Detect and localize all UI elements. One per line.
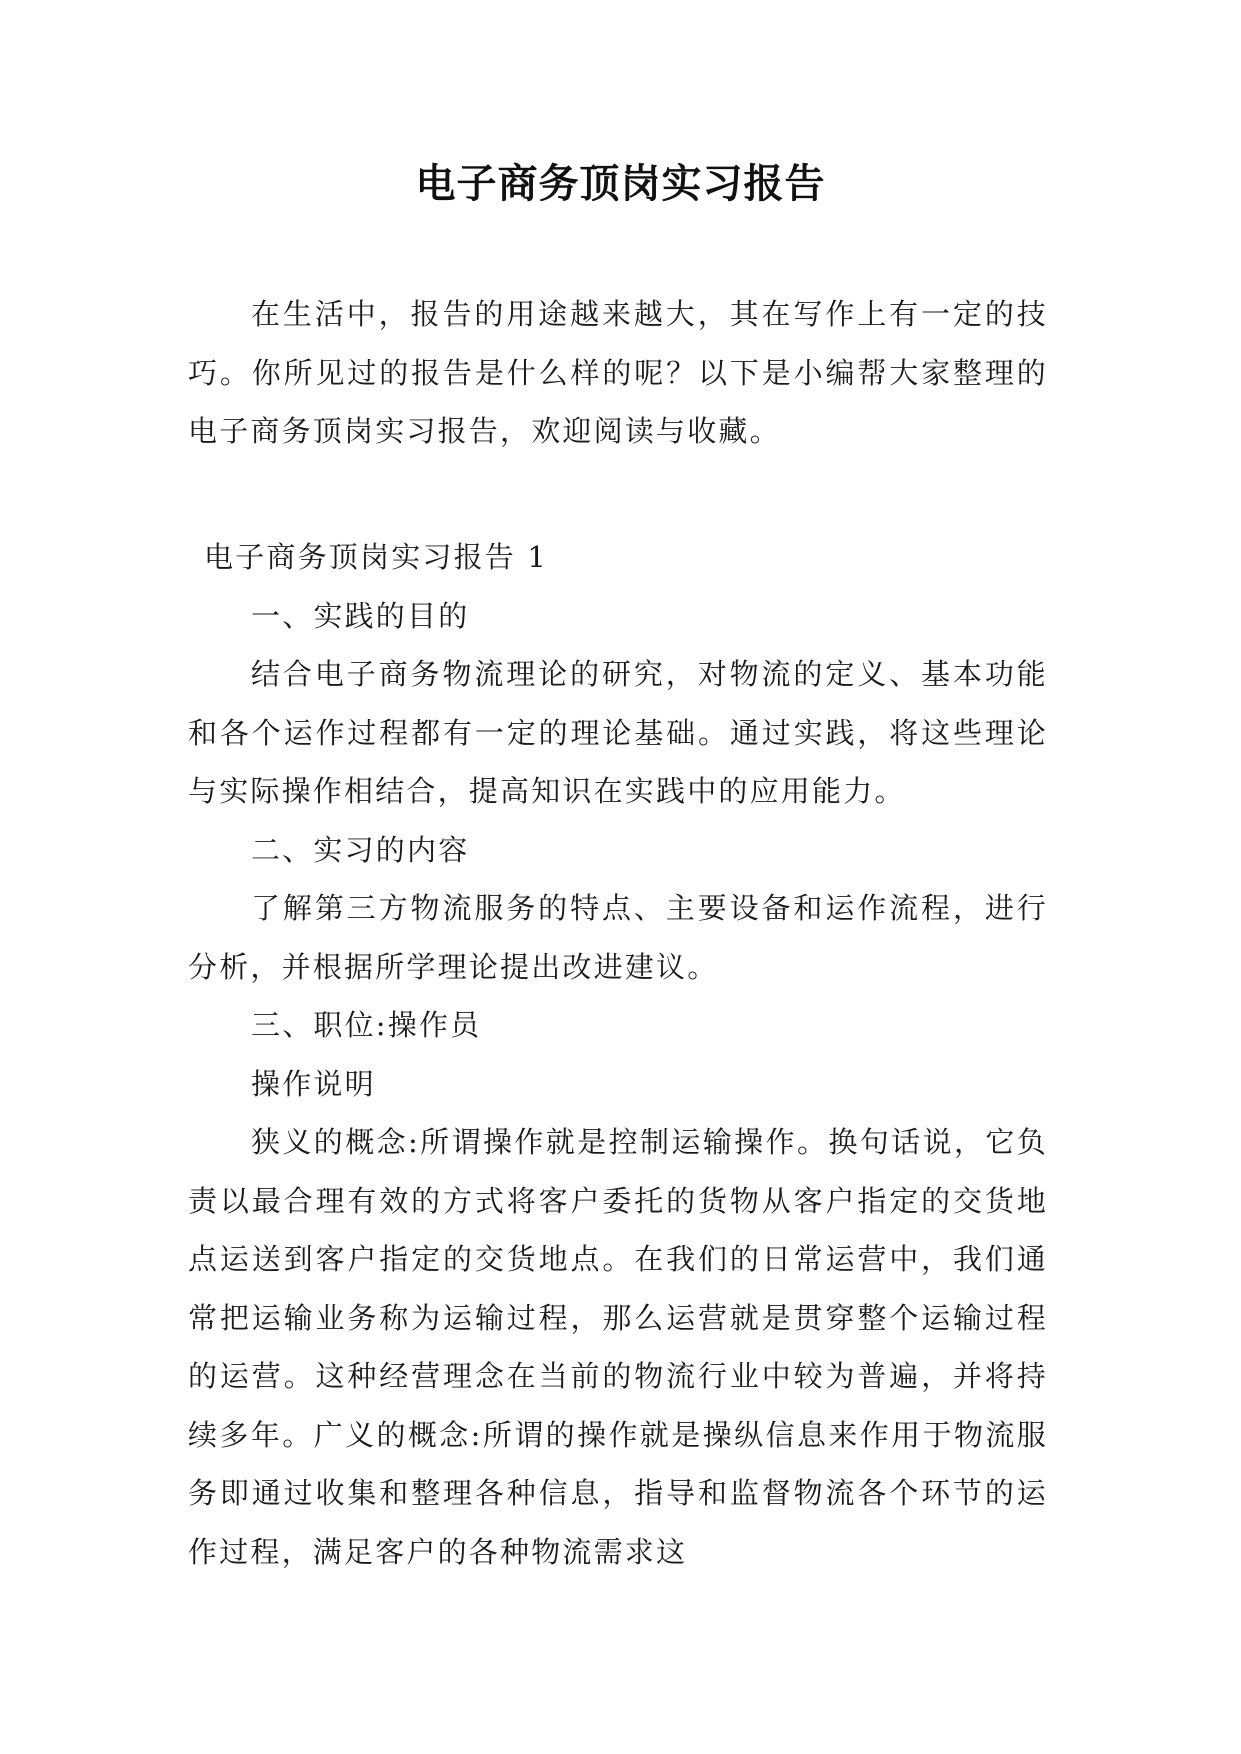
section-heading: 电子商务顶岗实习报告 1 — [204, 540, 549, 574]
paragraph-operation-concept: 狭义的概念:所谓操作就是控制运输操作。换句话说，它负责以最合理有效的方式将客户委托的货物从客户指定的交货地点运送到客户指定的交货地点。在我们的日常运营中，我们通常把运输业务称为运输过程，那么运营就是贯穿整个运输过程的运营。这种经营理念在当前的物流行业中较为普遍，并将持续多年。广义的概念:所谓的操作就是操纵信息来作用于物流服务即通过收集和整理各种信息，指导和监督物流各个环节的运作过程，满足客户的各种物流需求这 — [188, 1125, 1048, 1569]
intro-paragraph: 在生活中，报告的用途越来越大，其在写作上有一定的技巧。你所见过的报告是什么样的呢？以下是小编帮大家整理的 电子商务顶岗实习报告，欢迎阅读与收藏。 — [188, 297, 1048, 448]
paragraph-internship-content: 了解第三方物流服务的特点、主要设备和运作流程，进行分析，并根据所学理论提出改进建议。 — [188, 891, 1048, 984]
document-title: 电子商务顶岗实习报告 — [415, 161, 826, 207]
heading-practice-purpose: 一、实践的目的 — [251, 598, 470, 633]
heading-position: 三、职位:操作员 — [251, 1008, 482, 1042]
heading-internship-content: 二、实习的内容 — [251, 832, 470, 867]
heading-operation-description: 操作说明 — [251, 1066, 376, 1101]
paragraph-practice-purpose: 结合电子商务物流理论的研究，对物流的定义、基本功能和各个运作过程都有一定的理论基础。通过实践，将这些理论与实际操作相结合，提高知识在实践中的应用能力。 — [188, 657, 1048, 808]
report-body — [188, 528, 1048, 1581]
intro-block — [188, 285, 1048, 461]
